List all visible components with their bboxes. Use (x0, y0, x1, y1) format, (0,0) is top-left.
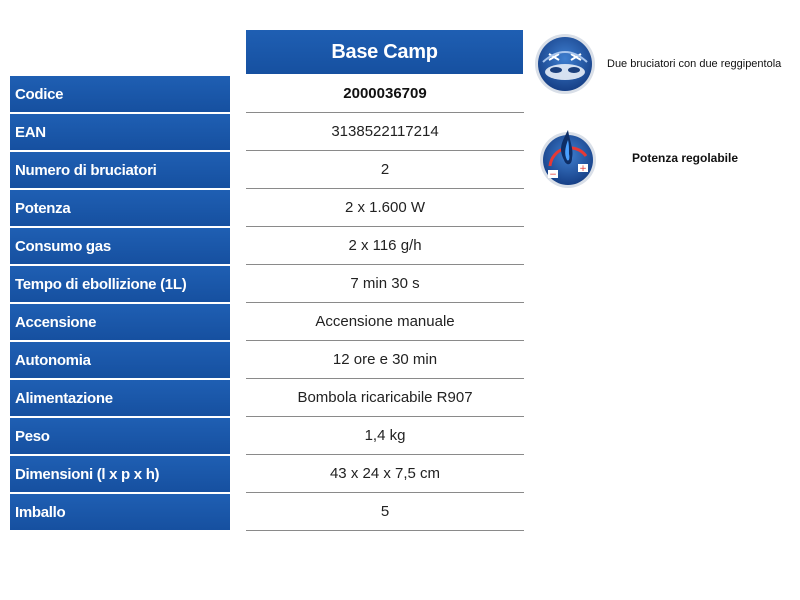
spec-label: Imballo (10, 494, 230, 530)
product-title: Base Camp (246, 30, 523, 74)
spec-label: Codice (10, 76, 230, 112)
spec-row-alimentazione (10, 379, 524, 417)
spec-row-potenza (10, 189, 524, 227)
feature-dual-burner (533, 32, 781, 96)
feature-adjustable-flame (536, 126, 738, 190)
spec-value: 5 (246, 493, 524, 531)
spec-value: Accensione manuale (246, 303, 524, 341)
feature-text: Due bruciatori con due reggipentola (607, 58, 782, 70)
spec-value: 2 (246, 151, 524, 189)
svg-text:−: − (549, 170, 557, 180)
spec-row-ean (10, 113, 524, 151)
spec-value: 1,4 kg (246, 417, 524, 455)
spec-row-autonomia (10, 341, 524, 379)
spec-value: 43 x 24 x 7,5 cm (246, 455, 524, 493)
spec-value: 2000036709 (246, 75, 524, 113)
spec-label: Alimentazione (10, 380, 230, 416)
spec-row-peso (10, 417, 524, 455)
spec-value: 2 x 1.600 W (246, 189, 524, 227)
spec-value: 7 min 30 s (246, 265, 524, 303)
spec-label: Autonomia (10, 342, 230, 378)
spec-label: Accensione (10, 304, 230, 340)
spec-row-numero-bruciatori (10, 151, 524, 189)
spec-label: Tempo di ebollizione (1L) (10, 266, 230, 302)
spec-label: Peso (10, 418, 230, 454)
dual-burner-icon (533, 32, 597, 96)
spec-label: Potenza (10, 190, 230, 226)
spec-row-accensione (10, 303, 524, 341)
spec-label: EAN (10, 114, 230, 150)
spec-value: Bombola ricaricabile R907 (246, 379, 524, 417)
spec-row-tempo-ebollizione (10, 265, 524, 303)
spec-label: Consumo gas (10, 228, 230, 264)
svg-text:+: + (579, 164, 587, 174)
spec-row-imballo (10, 493, 524, 531)
spec-value: 3138522117214 (246, 113, 524, 151)
spec-table (10, 75, 524, 531)
spec-row-dimensioni (10, 455, 524, 493)
spec-label: Dimensioni (l x p x h) (10, 456, 230, 492)
spec-row-codice (10, 75, 524, 113)
spec-label: Numero di bruciatori (10, 152, 230, 188)
spec-row-consumo-gas (10, 227, 524, 265)
spec-value: 12 ore e 30 min (246, 341, 524, 379)
adjustable-flame-icon (536, 126, 600, 190)
feature-text: Potenza regolabile (632, 151, 739, 165)
spec-value: 2 x 116 g/h (246, 227, 524, 265)
